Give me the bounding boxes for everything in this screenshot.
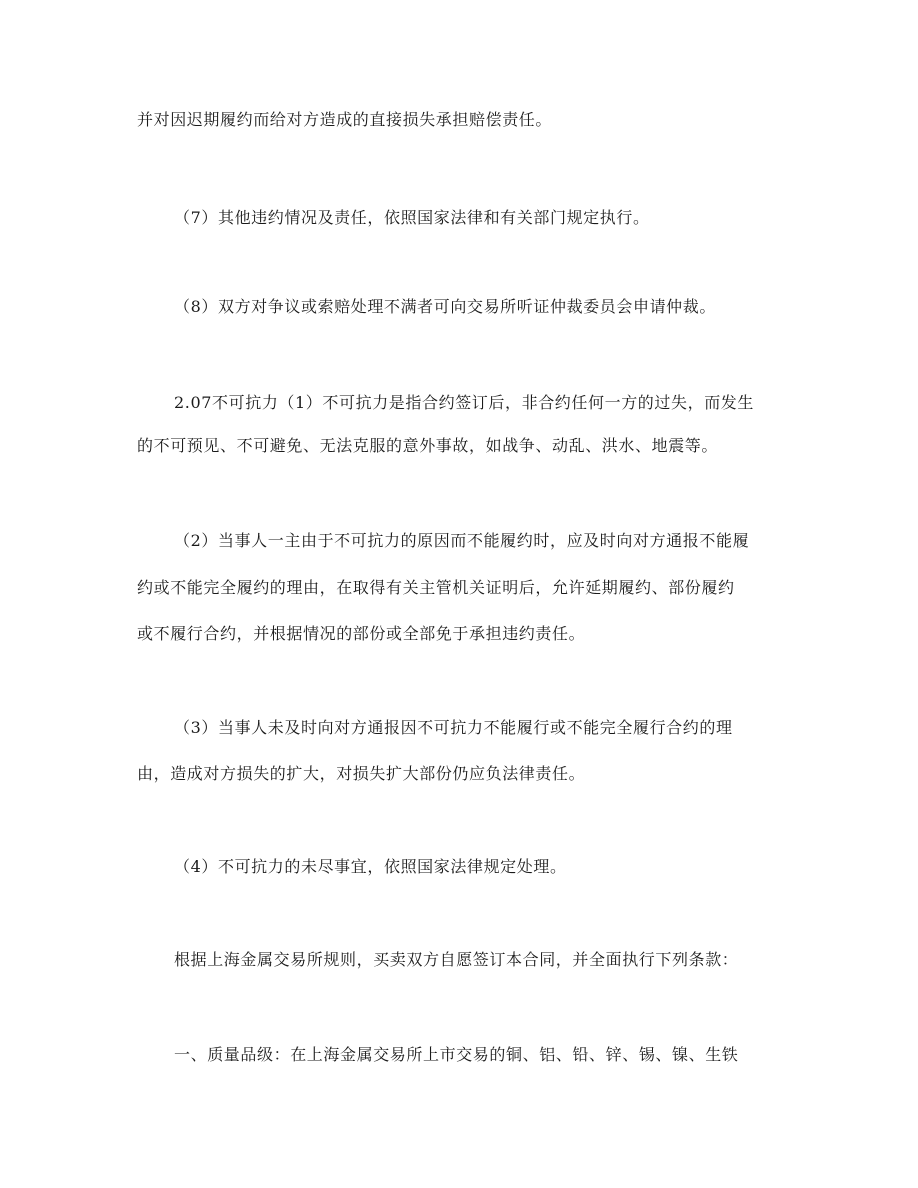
text-line: （7）其他违约情况及责任，依照国家法律和有关部门规定执行。 xyxy=(174,208,650,227)
text-line: （4）不可抗力的未尽事宜，依照国家法律规定处理。 xyxy=(174,857,567,876)
text-line: 或不履行合约，并根据情况的部份或全部免于承担违约责任。 xyxy=(137,624,586,643)
text-line: （8）双方对争议或索赔处理不满者可向交易所听证仲裁委员会申请仲裁。 xyxy=(174,297,716,316)
text-line: 由，造成对方损失的扩大，对损失扩大部份仍应负法律责任。 xyxy=(137,764,586,783)
text-line: 2.07不可抗力（1）不可抗力是指合约签订后，非合约任何一方的过失，而发生 xyxy=(174,393,755,412)
text-line: 约或不能完全履约的理由，在取得有关主管机关证明后，允许延期履约、部份履约 xyxy=(137,578,735,597)
text-line: 并对因迟期履约而给对方造成的直接损失承担赔偿责任。 xyxy=(137,110,553,129)
text-line: 一、质量品级：在上海金属交易所上市交易的铜、铝、铅、锌、锡、镍、生铁 xyxy=(174,1045,739,1064)
text-line: （3）当事人未及时向对方通报因不可抗力不能履行或不能完全履行合约的理 xyxy=(174,718,733,737)
text-line: 根据上海金属交易所规则，买卖双方自愿签订本合同，并全面执行下列条款： xyxy=(174,950,739,969)
text-line: （2）当事人一主由于不可抗力的原因而不能履约时，应及时向对方通报不能履 xyxy=(174,531,750,550)
text-line: 的不可预见、不可避免、无法克服的意外事故，如战争、动乱、洪水、地震等。 xyxy=(137,436,719,455)
